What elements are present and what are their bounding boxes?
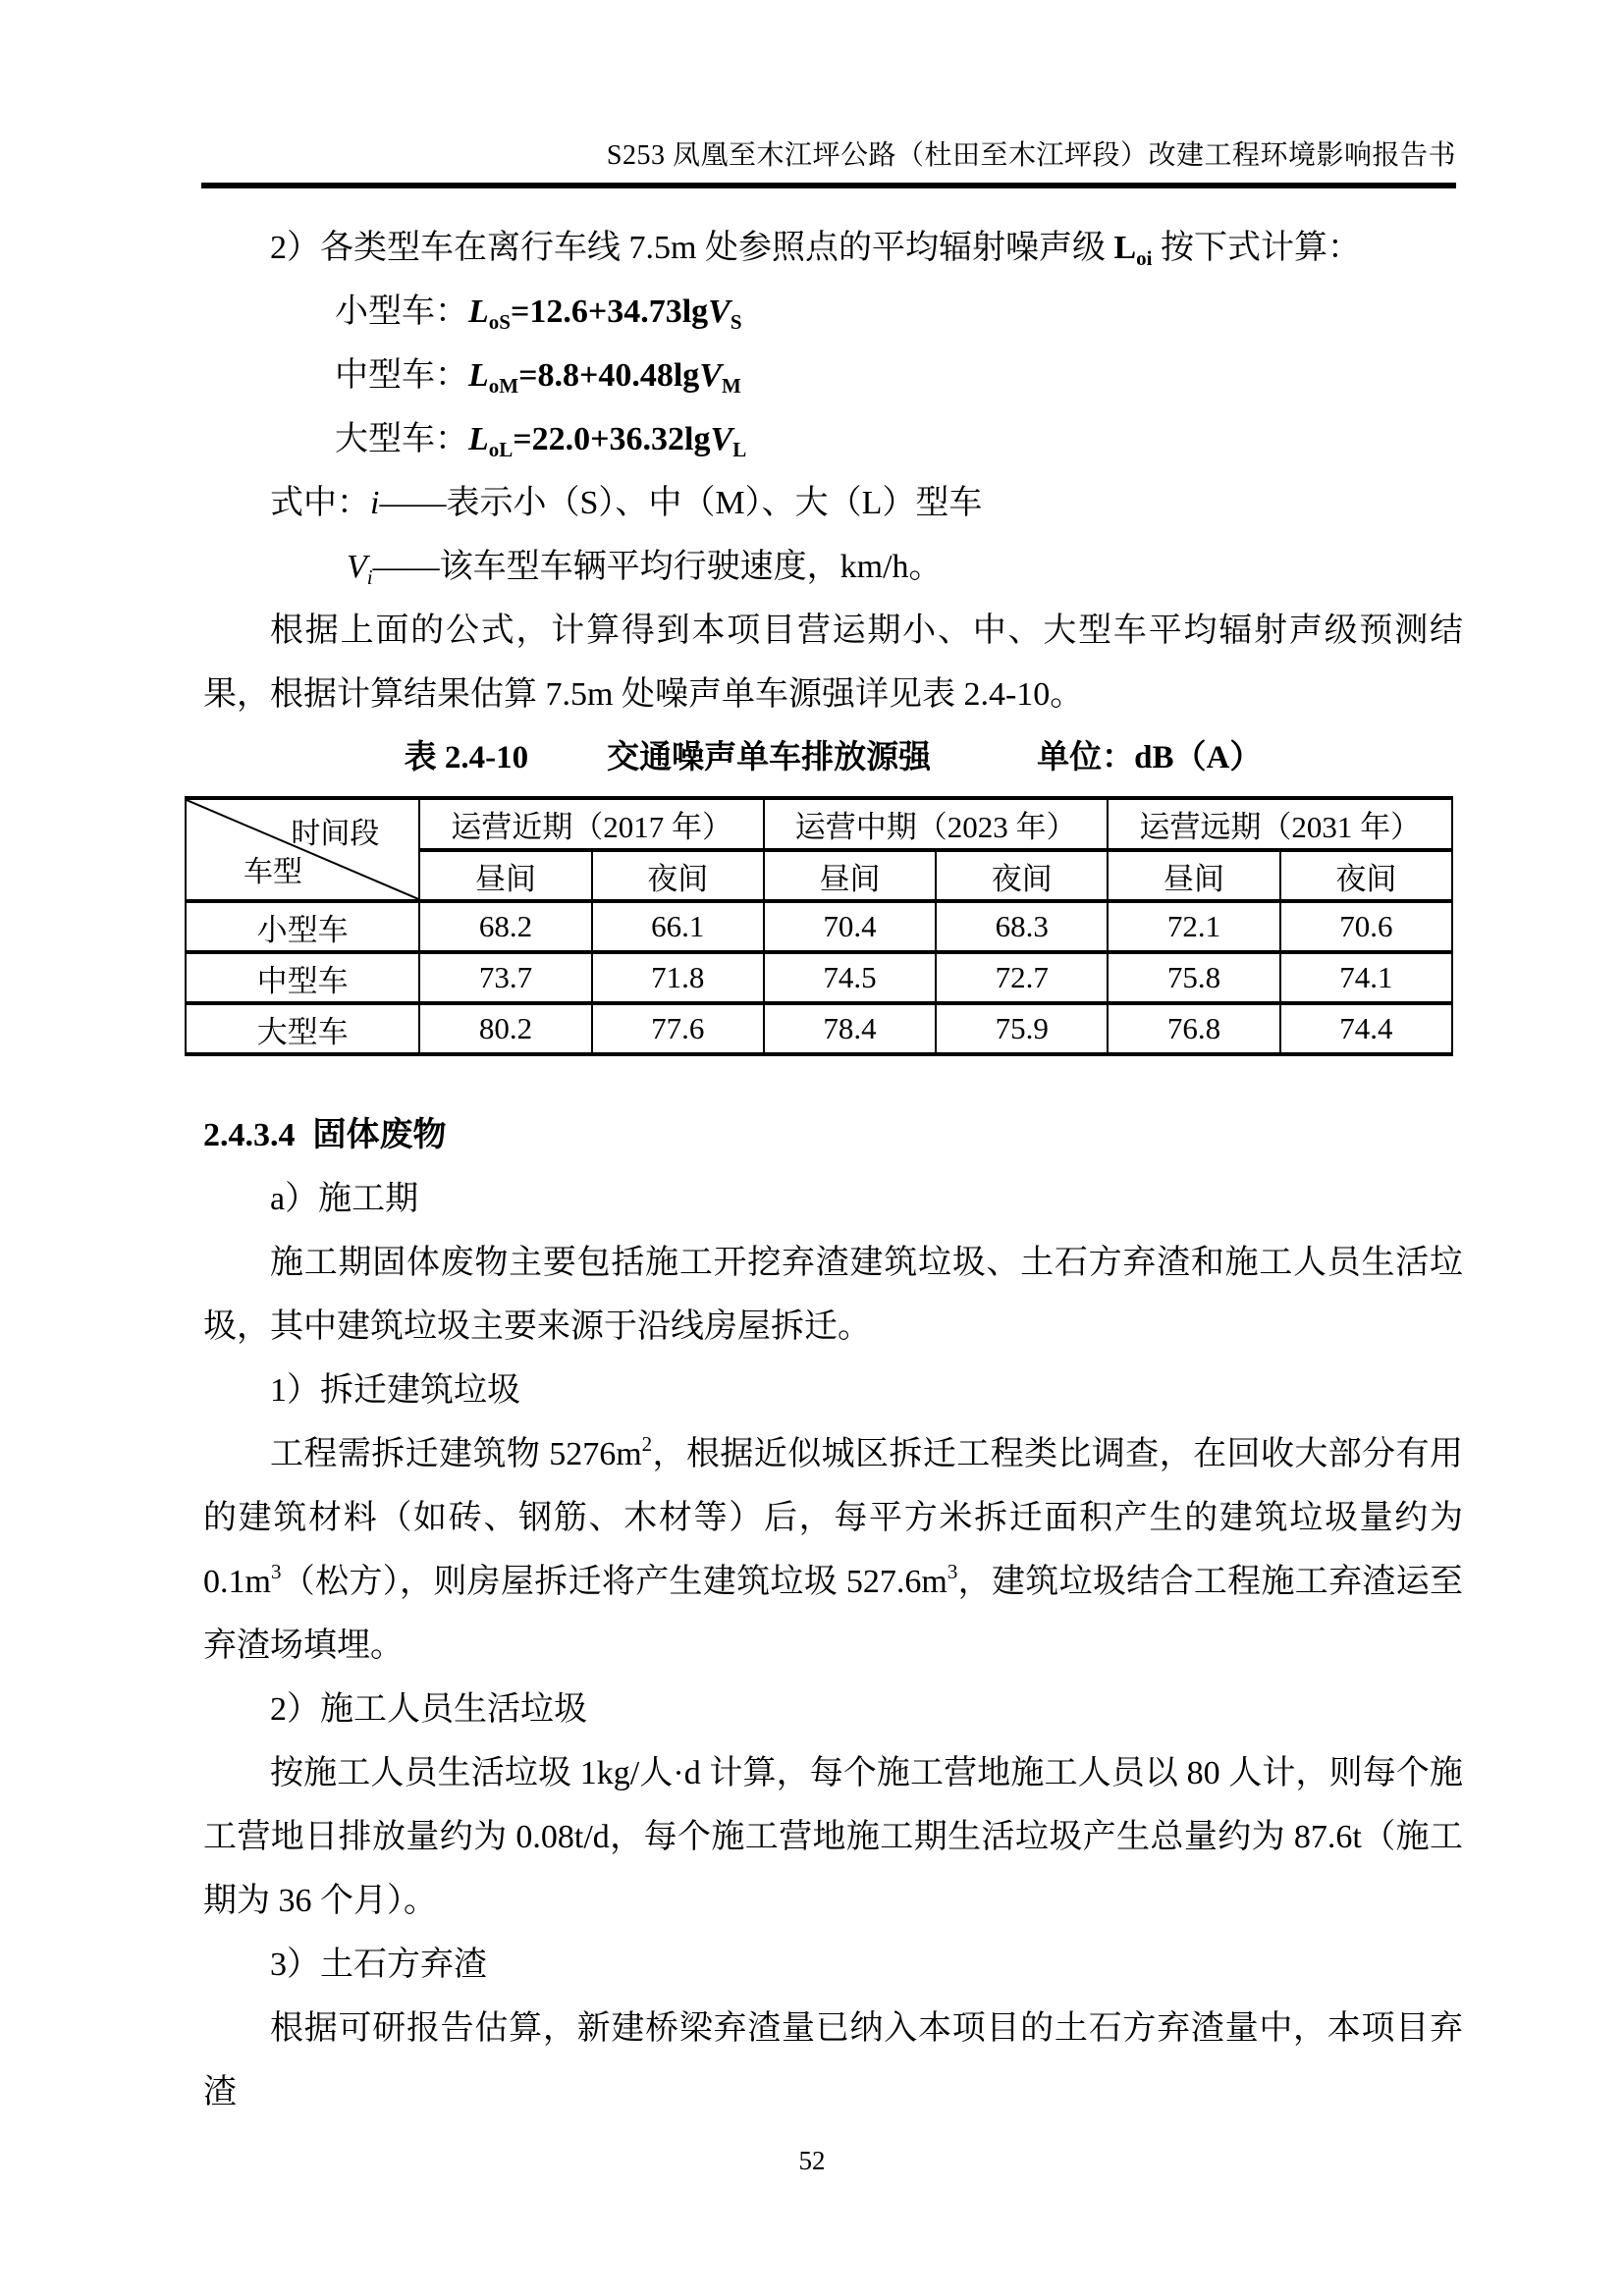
table-cell: 74.4 — [1280, 1003, 1452, 1054]
item-3-heading: 3）土石方弃渣 — [270, 1947, 487, 1983]
table-group-header-row — [186, 798, 1452, 850]
symbol-i: i — [370, 485, 380, 521]
item-2-heading: 2）施工人员生活垃圾 — [270, 1691, 587, 1728]
table-number: 表 2.4-10 — [404, 740, 529, 775]
domestic-waste-paragraph: 按施工人员生活垃圾 1kg/人·d 计算，每个施工营地施工人员以 80 人计，则每个施工营地日排放量约为 0.08t/d，每个施工营地施工期生活垃圾产生总量约为 87.6t（施工期为 36 个月）。 — [203, 1755, 1463, 1919]
where-label: 式中： — [270, 485, 370, 521]
where-text: ——表示小（S）、中（M）、大（L）型车 — [379, 485, 983, 521]
row-label: 小型车 — [186, 901, 419, 952]
noise-source-table — [185, 796, 1453, 1056]
superscript: 3 — [270, 1560, 282, 1583]
table-cell: 68.3 — [936, 901, 1108, 952]
page-header — [0, 0, 1624, 188]
superscript: 3 — [947, 1560, 958, 1583]
table-subheader-cell: 昼间 — [764, 850, 936, 901]
table-subheader-cell: 昼间 — [419, 850, 591, 901]
table-subheader-cell: 昼间 — [1108, 850, 1279, 901]
table-row — [186, 901, 1452, 952]
section-heading-solid-waste — [203, 1103, 1463, 1167]
table-cell: 68.2 — [419, 901, 591, 952]
section-number: 2.4.3.4 — [203, 1117, 296, 1153]
page-number: 52 — [798, 2146, 826, 2175]
symbol-Loi: $L_{oi}$ — [1113, 230, 1153, 270]
corner-label-vehicle-type: 车型 — [244, 856, 302, 888]
table-caption — [203, 726, 1463, 790]
table-corner-cell — [186, 798, 419, 901]
table-cell: 72.7 — [936, 952, 1108, 1003]
page-content — [0, 188, 1624, 2124]
result-paragraph: 根据上面的公式，计算得到本项目营运期小、中、大型车平均辐射声级预测结果，根据计算结果估算 7.5m 处噪声单车源强详见表 2.4-10。 — [203, 613, 1463, 713]
where-clause-line — [203, 471, 1463, 535]
report-header-title: S253 凤凰至木江坪公路（杜田至木江坪段）改建工程环境影响报告书 — [606, 140, 1456, 171]
corner-label-period: 时间段 — [291, 818, 380, 850]
formula-expression: $L_{oM}=8.8+40.48\lg V_M$ — [468, 357, 741, 398]
intro-text-pre: 2）各类型车在离行车线 7.5m 处参照点的平均辐射噪声级 — [270, 230, 1114, 266]
table-group-header: 运营近期（2017 年） — [419, 798, 764, 850]
table-cell: 72.1 — [1108, 901, 1279, 952]
table-cell: 75.9 — [936, 1003, 1108, 1054]
formula-small-vehicle — [203, 280, 1463, 344]
spoil-paragraph: 根据可研报告估算，新建桥梁弃渣量已纳入本项目的土石方弃渣量中，本项目弃渣 — [203, 2010, 1463, 2110]
table-row — [186, 1003, 1452, 1054]
table-cell: 80.2 — [419, 1003, 591, 1054]
table-group-header: 运营中期（2023 年） — [764, 798, 1109, 850]
table-group-header: 运营远期（2031 年） — [1108, 798, 1452, 850]
formula-label: 大型车： — [335, 421, 468, 457]
table-cell: 73.7 — [419, 952, 591, 1003]
velocity-text: ——该车型车辆平均行驶速度，km/h。 — [372, 549, 943, 585]
table-cell: 66.1 — [592, 901, 764, 952]
intro-text-post: 按下式计算： — [1152, 230, 1361, 266]
table-cell: 75.8 — [1108, 952, 1279, 1003]
formula-large-vehicle — [203, 407, 1463, 471]
formula-medium-vehicle — [203, 344, 1463, 407]
table-subheader-cell: 夜间 — [592, 850, 764, 901]
table-cell: 74.5 — [764, 952, 936, 1003]
formula-expression: $L_{oL}=22.0+36.32\lg V_L$ — [468, 421, 747, 461]
velocity-definition-line — [203, 535, 1463, 599]
table-cell: 78.4 — [764, 1003, 936, 1054]
table-cell: 74.1 — [1280, 952, 1452, 1003]
noise-intro-line — [203, 216, 1463, 280]
row-label: 大型车 — [186, 1003, 419, 1054]
table-cell: 71.8 — [592, 952, 764, 1003]
table-unit: 单位：dB（A） — [1037, 740, 1263, 775]
table-cell: 70.6 — [1280, 901, 1452, 952]
table-cell: 77.6 — [592, 1003, 764, 1054]
formula-label: 小型车： — [335, 294, 468, 330]
table-title: 交通噪声单车排放源强 — [607, 740, 932, 775]
formula-label: 中型车： — [335, 357, 468, 394]
table-cell: 70.4 — [764, 901, 936, 952]
subsection-a-heading: a）施工期 — [270, 1181, 419, 1217]
construction-waste-paragraph: 施工期固体废物主要包括施工开挖弃渣建筑垃圾、土石方弃渣和施工人员生活垃圾，其中建筑垃圾主要来源于沿线房屋拆迁。 — [203, 1245, 1463, 1345]
superscript: 2 — [641, 1432, 653, 1456]
table-subheader-cell: 夜间 — [936, 850, 1108, 901]
demolition-waste-paragraph: 工程需拆迁建筑物 $5276m^2$，根据近似城区拆迁工程类比调查，在回收大部分有用的建筑材料（如砖、钢筋、木材等）后，每平方米拆迁面积产生的建筑垃圾量约为 $0.1m^3$（松方），则房屋拆迁将产生建筑垃圾 $527.6m^3$，建筑垃圾结合工程施工弃渣运至弃渣场填埋。 — [203, 1432, 1464, 1664]
item-1-heading: 1）拆迁建筑垃圾 — [270, 1372, 520, 1409]
row-label: 中型车 — [186, 952, 419, 1003]
symbol-Vi: $V_i$ — [347, 549, 373, 589]
formula-expression: $L_{oS}=12.6+34.73\lg V_S$ — [468, 294, 742, 334]
table-subheader-cell: 夜间 — [1280, 850, 1452, 901]
section-title: 固体废物 — [312, 1117, 447, 1153]
table-cell: 76.8 — [1108, 1003, 1279, 1054]
table-row — [186, 952, 1452, 1003]
